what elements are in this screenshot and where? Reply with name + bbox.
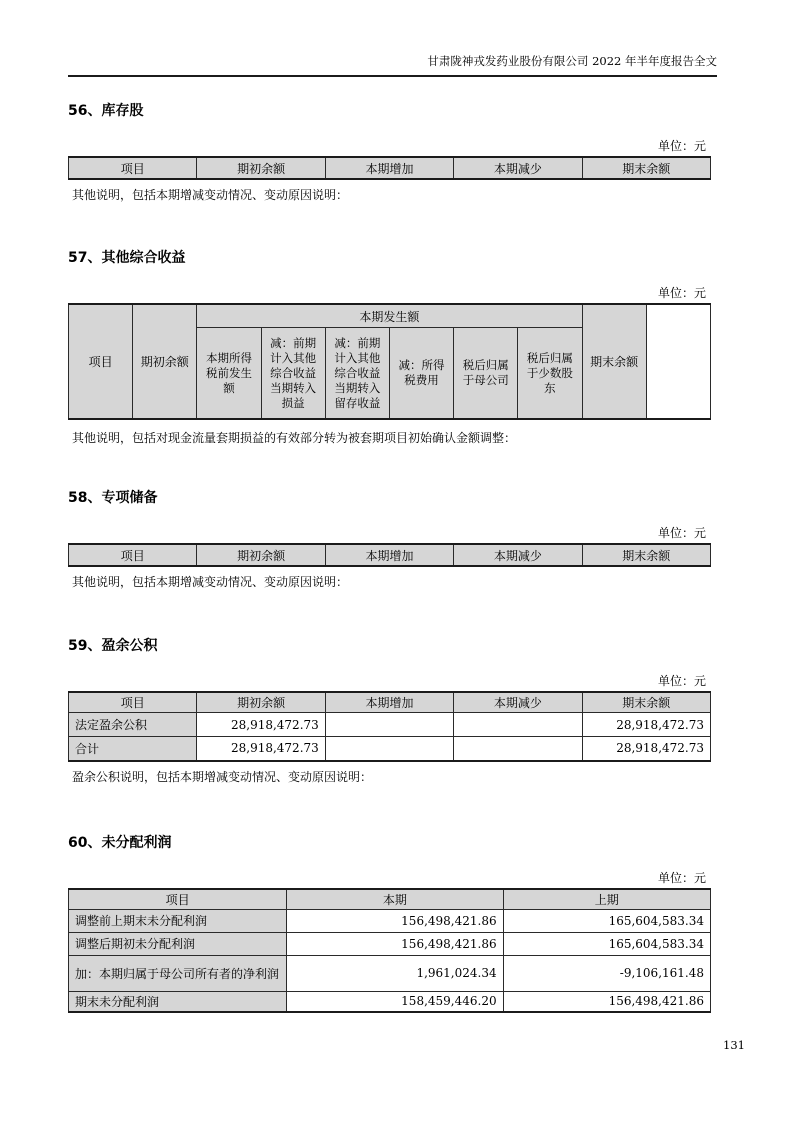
section-58-note: 其他说明，包括本期增减变动情况、变动原因说明： [72, 575, 349, 589]
unit-label-57: 单位：元 [657, 286, 706, 300]
current-period-value: 158,459,446.20 [287, 991, 503, 1012]
page-content [68, 103, 711, 1013]
row-item-label: 调整后期初未分配利润 [69, 932, 287, 955]
unit-label-59: 单位：元 [657, 674, 706, 688]
increase-value [325, 737, 453, 761]
section-59-note: 盈余公积说明，包括本期增减变动情况、变动原因说明： [72, 769, 373, 784]
special-reserve-table [68, 543, 711, 567]
decrease-value [454, 737, 582, 761]
col-header-increase: 本期增加 [325, 157, 453, 179]
col-header-current-period: 本期 [287, 889, 503, 910]
table-header-row [69, 544, 711, 566]
col-header-after-tax-parent: 税后归属于母公司 [454, 328, 518, 420]
current-period-value: 1,961,024.34 [287, 955, 503, 991]
current-period-value: 156,498,421.86 [287, 932, 503, 955]
increase-value [325, 713, 453, 737]
unit-label-60: 单位：元 [657, 870, 706, 885]
col-header-opening: 期初余额 [197, 692, 325, 713]
table-row [69, 909, 711, 932]
col-header-item: 项目 [69, 304, 133, 419]
other-comprehensive-income-table [68, 303, 711, 420]
table-header-row [69, 692, 711, 713]
col-header-prior-period: 上期 [503, 889, 710, 910]
opening-balance-value: 28,918,472.73 [197, 737, 325, 761]
col-header-item: 项目 [69, 889, 287, 910]
row-item-label: 加：本期归属于母公司所有者的净利润 [69, 955, 287, 991]
current-period-value: 156,498,421.86 [287, 909, 503, 932]
unit-label-58: 单位：元 [657, 526, 706, 540]
col-header-current-period-spanner: 本期发生额 [197, 304, 582, 328]
col-header-less-transfer-pl: 减：前期计入其他综合收益当期转入损益 [261, 328, 325, 420]
treasury-stock-table [68, 156, 711, 180]
report-header-title: 甘肃陇神戎发药业股份有限公司 2022 年半年度报告全文 [68, 54, 717, 77]
row-item-label: 调整前上期末未分配利润 [69, 909, 287, 932]
table-row [69, 955, 711, 991]
prior-period-value: 165,604,583.34 [503, 932, 710, 955]
row-item-label: 期末未分配利润 [69, 991, 287, 1012]
prior-period-value: 165,604,583.34 [503, 909, 710, 932]
col-header-less-income-tax: 减：所得税费用 [389, 328, 453, 420]
col-header-opening: 期初余额 [197, 157, 325, 179]
col-header-after-tax-minority: 税后归属于少数股东 [518, 328, 582, 420]
col-header-decrease: 本期减少 [454, 692, 582, 713]
col-header-pretax-amount: 本期所得税前发生额 [197, 328, 261, 420]
col-header-closing: 期末余额 [582, 692, 710, 713]
table-row [69, 932, 711, 955]
col-header-increase: 本期增加 [325, 544, 453, 566]
prior-period-value: 156,498,421.86 [503, 991, 710, 1012]
col-header-decrease: 本期减少 [454, 157, 582, 179]
col-header-decrease: 本期减少 [454, 544, 582, 566]
row-item-label: 法定盈余公积 [69, 713, 197, 737]
col-header-opening: 期初余额 [197, 544, 325, 566]
col-header-closing: 期末余额 [582, 157, 710, 179]
section-57-heading: 57、其他综合收益 [68, 250, 186, 266]
col-header-item: 项目 [69, 157, 197, 179]
closing-balance-value: 28,918,472.73 [582, 713, 710, 737]
col-header-item: 项目 [69, 544, 197, 566]
col-header-opening: 期初余额 [133, 304, 197, 419]
table-header-row [69, 889, 711, 910]
page-number: 131 [723, 1038, 745, 1052]
table-row [69, 991, 711, 1012]
closing-balance-value: 28,918,472.73 [582, 737, 710, 761]
table-row [69, 713, 711, 737]
table-row-total [69, 737, 711, 761]
section-57-note: 其他说明，包括对现金流量套期损益的有效部分转为被套期项目初始确认金额调整： [72, 431, 517, 445]
col-header-increase: 本期增加 [325, 692, 453, 713]
decrease-value [454, 713, 582, 737]
section-56-heading: 56、库存股 [68, 103, 144, 119]
col-header-closing: 期末余额 [582, 304, 646, 419]
table-header-row-1 [69, 304, 711, 328]
opening-balance-value: 28,918,472.73 [197, 713, 325, 737]
prior-period-value: -9,106,161.48 [503, 955, 710, 991]
table-header-row [69, 157, 711, 179]
section-56-note: 其他说明，包括本期增减变动情况、变动原因说明： [72, 188, 349, 202]
unit-label-56: 单位：元 [657, 139, 706, 153]
col-header-less-transfer-retained: 减：前期计入其他综合收益当期转入留存收益 [325, 328, 389, 420]
undistributed-profit-table [68, 888, 711, 1014]
section-59-heading: 59、盈余公积 [68, 638, 158, 654]
row-item-label: 合计 [69, 737, 197, 761]
col-header-closing: 期末余额 [582, 544, 710, 566]
section-60-heading: 60、未分配利润 [68, 834, 172, 851]
col-header-item: 项目 [69, 692, 197, 713]
surplus-reserve-table [68, 691, 711, 762]
section-58-heading: 58、专项储备 [68, 490, 158, 506]
